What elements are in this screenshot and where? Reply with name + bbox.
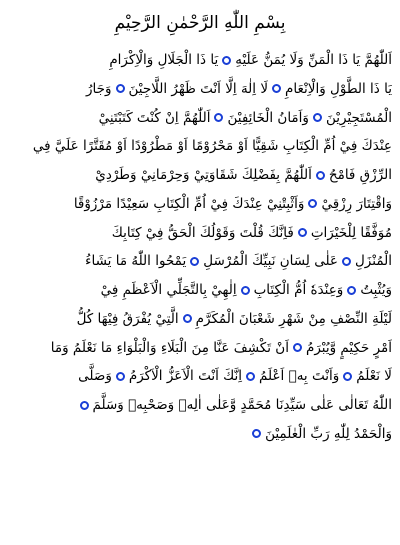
dua-segment: اِنَّكَ اَنْتَ الْاَعَزُّ الْاَكْرَمُ [128, 368, 243, 385]
dua-segment: وَالْحَمْدُ لِلّٰهِ رَبِّ الْعٰلَمِيْنَ [265, 425, 392, 442]
dua-segment: مُوَفَّقًا لِلْخَيْرَاتِ [310, 224, 392, 241]
verse-separator-icon [222, 56, 231, 65]
verse-separator-icon [313, 113, 322, 122]
dua-line [8, 75, 392, 103]
dua-line [8, 132, 392, 160]
verse-separator-icon [214, 113, 223, 122]
verse-separator-icon [116, 84, 125, 93]
verse-separator-icon [80, 401, 89, 410]
dua-segment: وَاقْتِتَارَ رِزْقِيْ [321, 195, 392, 212]
dua-line [8, 46, 392, 74]
dua-segment: وَصَلَّى [78, 368, 112, 385]
dua-segment: الْمُسْتَجِيْرِيْنَ [325, 109, 392, 126]
verse-separator-icon [316, 171, 325, 180]
verse-separator-icon [246, 372, 255, 381]
dua-segment: الَّتِيْ يُفْرَقُ فِيْهَا كُلُّ [76, 310, 179, 327]
dua-segment: اَنْ تَكْشِفَ عَنَّا مِنَ الْبَلَاءِ وَالْبَلْوَاءِ مَا نَعْلَمُ وَمَا [50, 339, 289, 356]
dua-line [8, 247, 392, 275]
dua-segment: عِنْدَكَ فِيْ اُمِّ الْكِتَابِ شَقِيًّا اَوْ مَحْرُوْمًا اَوْ مَطْرُوْدًا اَوْ مُقَتَّرًا عَلَيَّ فِي [32, 138, 392, 155]
dua-line [8, 334, 392, 362]
verse-separator-icon [272, 84, 281, 93]
dua-line [8, 219, 392, 247]
dua-text-block [8, 46, 392, 448]
dua-line [8, 104, 392, 132]
verse-separator-icon [343, 372, 352, 381]
verse-separator-icon [241, 286, 250, 295]
dua-segment: وَعِنْدَهٗ اُمُّ الْكِتَابِ [253, 282, 344, 298]
verse-separator-icon [342, 257, 351, 266]
dua-segment: وَيُثْبِتُ [360, 282, 392, 298]
verse-separator-icon [298, 228, 307, 237]
dua-line [8, 276, 392, 304]
dua-line [8, 362, 392, 390]
dua-segment: يَمْحُوا اللّٰهُ مَا يَشَاءُ [85, 253, 187, 270]
dua-segment: الْمُنْزَلِ [355, 253, 392, 270]
dua-segment: فَاِنَّكَ قُلْتَ وَقَوْلُكَ الْحَقُّ فِيْ كِتَابِكَ [111, 224, 294, 241]
dua-line [8, 420, 392, 448]
dua-line [8, 391, 392, 419]
dua-segment: عَلٰى لِسَانِ نَبِيِّكَ الْمُرْسَلِ [203, 253, 338, 270]
dua-segment: اَمْرٍ حَكِيْمٍ وَّيُبْرَمُ [305, 339, 392, 356]
dua-segment: وَاَنْتَ بِهٖ اَعْلَمُ [259, 368, 340, 385]
dua-segment: اَللّٰهُمَّ يَا ذَا الْمَنِّ وَلَا يُمَنُّ عَلَيْهِ [235, 52, 392, 68]
dua-segment: اَللّٰهُمَّ اِنْ كُنْتَ كَتَبْتَنِيْ [98, 109, 211, 126]
verse-separator-icon [347, 286, 356, 295]
dua-line [8, 190, 392, 218]
verse-separator-icon [116, 372, 125, 381]
verse-separator-icon [308, 199, 317, 208]
dua-line [8, 305, 392, 333]
dua-segment: الرِّزْقِ فَامْحُ [328, 167, 392, 183]
verse-separator-icon [252, 429, 261, 438]
bismillah-header: بِسْمِ اللّٰهِ الرَّحْمٰنِ الرَّحِيْمِ [114, 13, 286, 33]
dua-segment: وَاَمَانُ الْخَائِفِيْنَ [227, 109, 309, 126]
dua-segment: لَا اِلٰهَ اِلَّا اَنْتَ ظَهْرُ اللَّاجِيْنَ [128, 80, 269, 97]
dua-segment: اَللّٰهُمَّ بِفَضْلِكَ شَقَاوَتِيْ وَحِرْمَانِيْ وَطَرْدِيْ [95, 167, 312, 183]
dua-line [8, 161, 392, 189]
dua-segment: وَجَارُ [86, 80, 112, 97]
dua-segment: يَا ذَا الْجَلَالِ وَالْاِكْرَامِ [109, 52, 219, 68]
verse-separator-icon [293, 343, 302, 352]
dua-segment: يَا ذَا الطَّوْلِ وَالْاِنْعَامِ [285, 80, 392, 97]
dua-segment: اللّٰهُ تَعَالٰى عَلٰى سَيِّدِنَا مُحَمَّدٍ وَّعَلٰى اٰلِهٖ وَصَحْبِهٖ وَسَلَّمَ [92, 397, 392, 413]
dua-segment: وَاَثْبِتْنِيْ عِنْدَكَ فِيْ اُمِّ الْكِتَابِ سَعِيْدًا مَرْزُوْقًا [73, 195, 305, 212]
dua-segment: لَا نَعْلَمُ [356, 368, 392, 385]
dua-segment: لَيْلَةِ النِّصْفِ مِنْ شَهْرِ شَعْبَانَ الْمُكَرَّمِ [195, 310, 392, 327]
verse-separator-icon [183, 314, 192, 323]
dua-segment: اِلٰهِيْ بِالتَّجَلِّي الْاَعْظَمِ فِيْ [100, 282, 237, 298]
verse-separator-icon [190, 257, 199, 266]
